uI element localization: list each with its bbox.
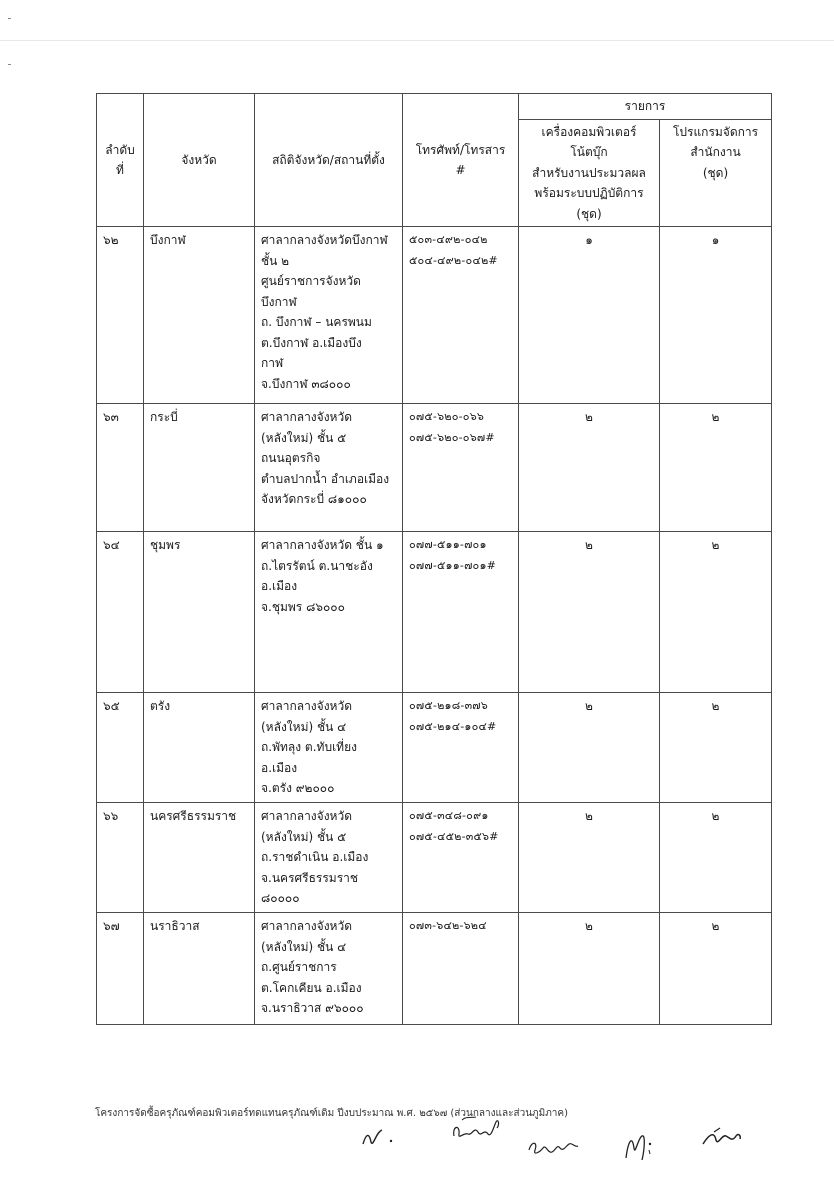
signature-4 (620, 1124, 660, 1164)
row-address: ศาลากลางจังหวัด ชั้น ๑ ถ.ไตรรัตน์ ต.นาชะอัง อ.เมือง จ.ชุมพร ๘๖๐๐๐ (255, 532, 403, 693)
table-row (97, 803, 772, 913)
row-seq: ๖๓ (97, 404, 144, 532)
row-phone: ๐๗๓-๖๔๒-๖๒๔ (403, 913, 519, 1025)
col-header-items: รายการ (519, 94, 772, 120)
row-phone: ๕๐๓-๔๙๒-๐๔๒ ๕๐๔-๔๙๒-๐๔๒# (403, 227, 519, 404)
row-notebook-qty: ๒ (519, 532, 660, 693)
row-address: ศาลากลางจังหวัด (หลังใหม่) ชั้น ๕ ถ.ราชดำเนิน อ.เมือง จ.นครศรีธรรมราช ๘๐๐๐๐ (255, 803, 403, 913)
table-row (97, 532, 772, 693)
table-row (97, 227, 772, 404)
col-header-notebook: เครื่องคอมพิวเตอร์ โน้ตบุ๊ก สำหรับงานประมวลผล พร้อมระบบปฏิบัติการ (ชุด) (519, 119, 660, 227)
row-phone: ๐๗๕-๖๒๐-๐๖๖ ๐๗๕-๖๒๐-๐๖๗# (403, 404, 519, 532)
scan-speck (8, 18, 11, 19)
row-seq: ๖๗ (97, 913, 144, 1025)
table-header (97, 94, 772, 227)
signature-1 (360, 1124, 400, 1150)
row-software-qty: ๒ (660, 803, 772, 913)
row-phone: ๐๗๕-๒๑๘-๓๗๖ ๐๗๕-๒๑๔-๑๐๔# (403, 693, 519, 803)
row-seq: ๖๖ (97, 803, 144, 913)
col-header-seq: ลำดับ ที่ (97, 94, 144, 227)
row-province: นราธิวาส (144, 913, 255, 1025)
row-seq: ๖๕ (97, 693, 144, 803)
row-seq: ๖๔ (97, 532, 144, 693)
signature-2 (450, 1112, 508, 1146)
row-notebook-qty: ๒ (519, 404, 660, 532)
scan-speck (8, 64, 11, 65)
scan-edge-line (0, 40, 834, 41)
col-header-software: โปรแกรมจัดการ สำนักงาน (ชุด) (660, 119, 772, 227)
footer-project-note: โครงการจัดซื้อครุภัณฑ์คอมพิวเตอร์ทดแทนครุภัณฑ์เดิม ปีงบประมาณ พ.ศ. ๒๕๖๗ (ส่วนกลางและส่วนภูมิภาค) (95, 1108, 569, 1119)
row-phone: ๐๗๗-๕๑๑-๗๐๑ ๐๗๗-๕๑๑-๗๐๑# (403, 532, 519, 693)
table-row (97, 913, 772, 1025)
row-software-qty: ๒ (660, 913, 772, 1025)
signature-3 (526, 1134, 582, 1160)
row-software-qty: ๑ (660, 227, 772, 404)
equipment-table (96, 93, 772, 1025)
row-notebook-qty: ๑ (519, 227, 660, 404)
row-software-qty: ๒ (660, 532, 772, 693)
row-province: กระบี่ (144, 404, 255, 532)
row-address: ศาลากลางจังหวัด (หลังใหม่) ชั้น ๔ ถ.พัทลุง ต.ทับเที่ยง อ.เมือง จ.ตรัง ๙๒๐๐๐ (255, 693, 403, 803)
row-province: ชุมพร (144, 532, 255, 693)
row-software-qty: ๒ (660, 693, 772, 803)
row-phone: ๐๗๕-๓๔๘-๐๙๑ ๐๗๕-๔๕๒-๓๕๖# (403, 803, 519, 913)
row-software-qty: ๒ (660, 404, 772, 532)
row-province: บึงกาฬ (144, 227, 255, 404)
row-province: นครศรีธรรมราช (144, 803, 255, 913)
table-row (97, 693, 772, 803)
row-address: ศาลากลางจังหวัดบึงกาฬ ชั้น ๒ ศูนย์ราชการจังหวัดบึงกาฬ ถ. บึงกาฬ – นครพนม ต.บึงกาฬ อ.เมืองบึง กาฬ จ.บึงกาฬ ๓๘๐๐๐ (255, 227, 403, 404)
row-notebook-qty: ๒ (519, 913, 660, 1025)
row-seq: ๖๒ (97, 227, 144, 404)
row-province: ตรัง (144, 693, 255, 803)
col-header-province: จังหวัด (144, 94, 255, 227)
col-header-phone: โทรศัพท์/โทรสาร # (403, 94, 519, 227)
row-notebook-qty: ๒ (519, 693, 660, 803)
signature-5 (700, 1126, 744, 1150)
row-notebook-qty: ๒ (519, 803, 660, 913)
row-address: ศาลากลางจังหวัด (หลังใหม่) ชั้น ๔ ถ.ศูนย์ราชการ ต.โคกเคียน อ.เมือง จ.นราธิวาส ๙๖๐๐๐ (255, 913, 403, 1025)
col-header-office: สถิติจังหวัด/สถานที่ตั้ง (255, 94, 403, 227)
row-address: ศาลากลางจังหวัด (หลังใหม่) ชั้น ๕ ถนนอุตรกิจ ตำบลปากน้ำ อำเภอเมือง จังหวัดกระบี่ ๘๑๐๐๐ (255, 404, 403, 532)
table-row (97, 404, 772, 532)
